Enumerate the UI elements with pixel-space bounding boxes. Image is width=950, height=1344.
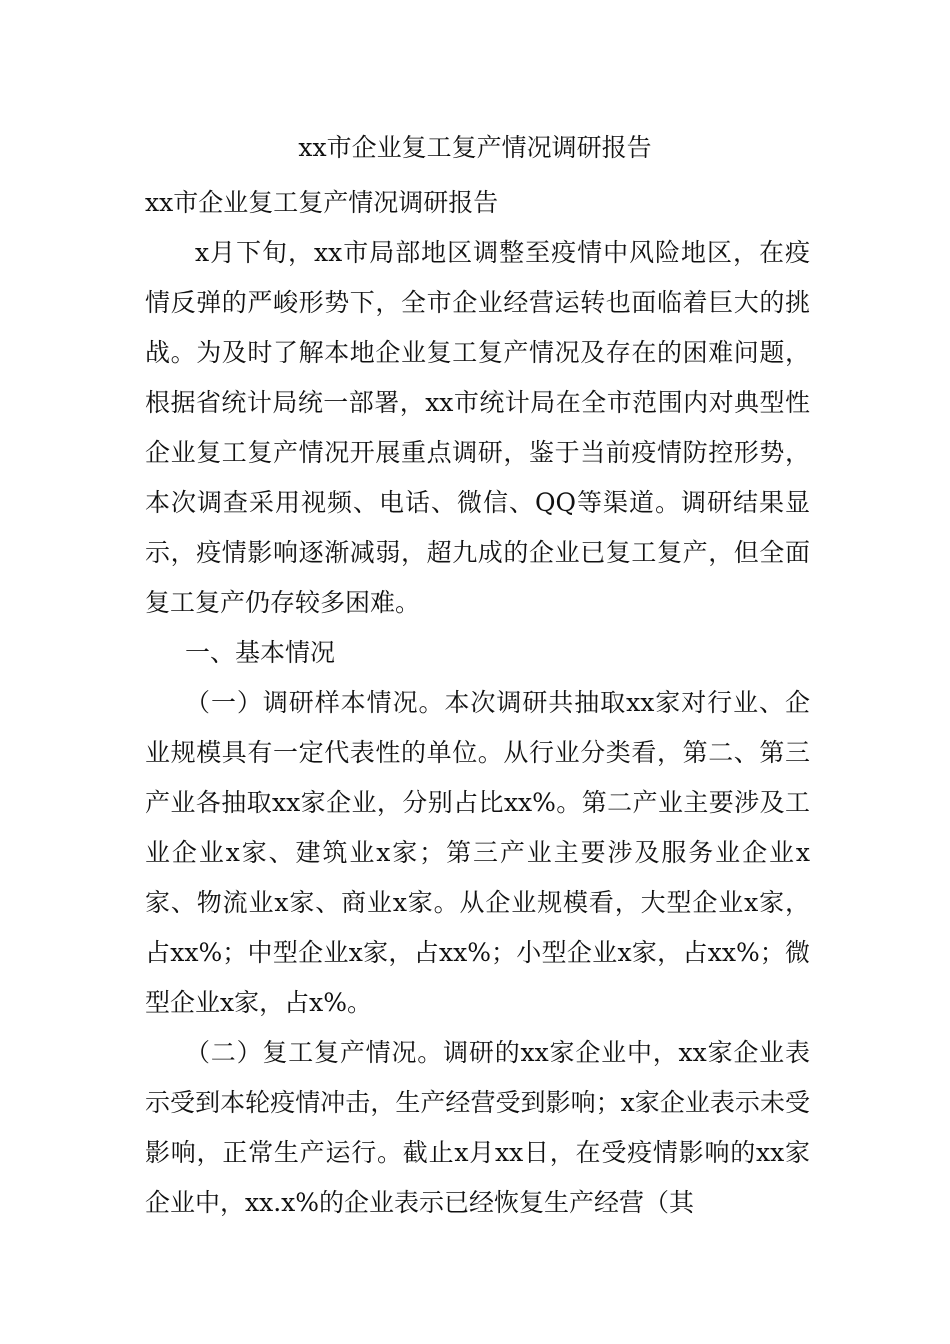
paragraph-resumption: （二）复工复产情况。调研的xx家企业中，xx家企业表示受到本轮疫情冲击，生产经营受到影响；x家企业表示未受影响，正常生产运行。截止x月xx日，在受疫情影响的xx家企业中，xx.x%的企业表示已经恢复生产经营（其	[145, 1038, 810, 1217]
section-heading-basic: 一、基本情况	[185, 638, 336, 667]
paragraph-intro: x月下旬，xx市局部地区调整至疫情中风险地区，在疫情反弹的严峻形势下，全市企业经营运转也面临着巨大的挑战。为及时了解本地企业复工复产情况及存在的困难问题，根据省统计局统一部署，xx市统计局在全市范围内对典型性企业复工复产情况开展重点调研，鉴于当前疫情防控形势，本次调查采用视频、电话、微信、QQ等渠道。调研结果显示，疫情影响逐渐减弱，超九成的企业已复工复产，但全面复工复产仍存较多困难。	[145, 238, 810, 617]
paragraph-sample: （一）调研样本情况。本次调研共抽取xx家对行业、企业规模具有一定代表性的单位。从行业分类看，第二、第三产业各抽取xx家企业，分别占比xx%。第二产业主要涉及工业企业x家、建筑业x家；第三产业主要涉及服务业企业x家、物流业x家、商业x家。从企业规模看，大型企业x家，占xx%；中型企业x家，占xx%；小型企业x家，占xx%；微型企业x家，占x%。	[145, 688, 810, 1017]
document-subtitle: xx市企业复工复产情况调研报告	[145, 188, 499, 217]
document-body	[145, 178, 810, 1228]
document-title: xx市企业复工复产情况调研报告	[298, 133, 652, 162]
